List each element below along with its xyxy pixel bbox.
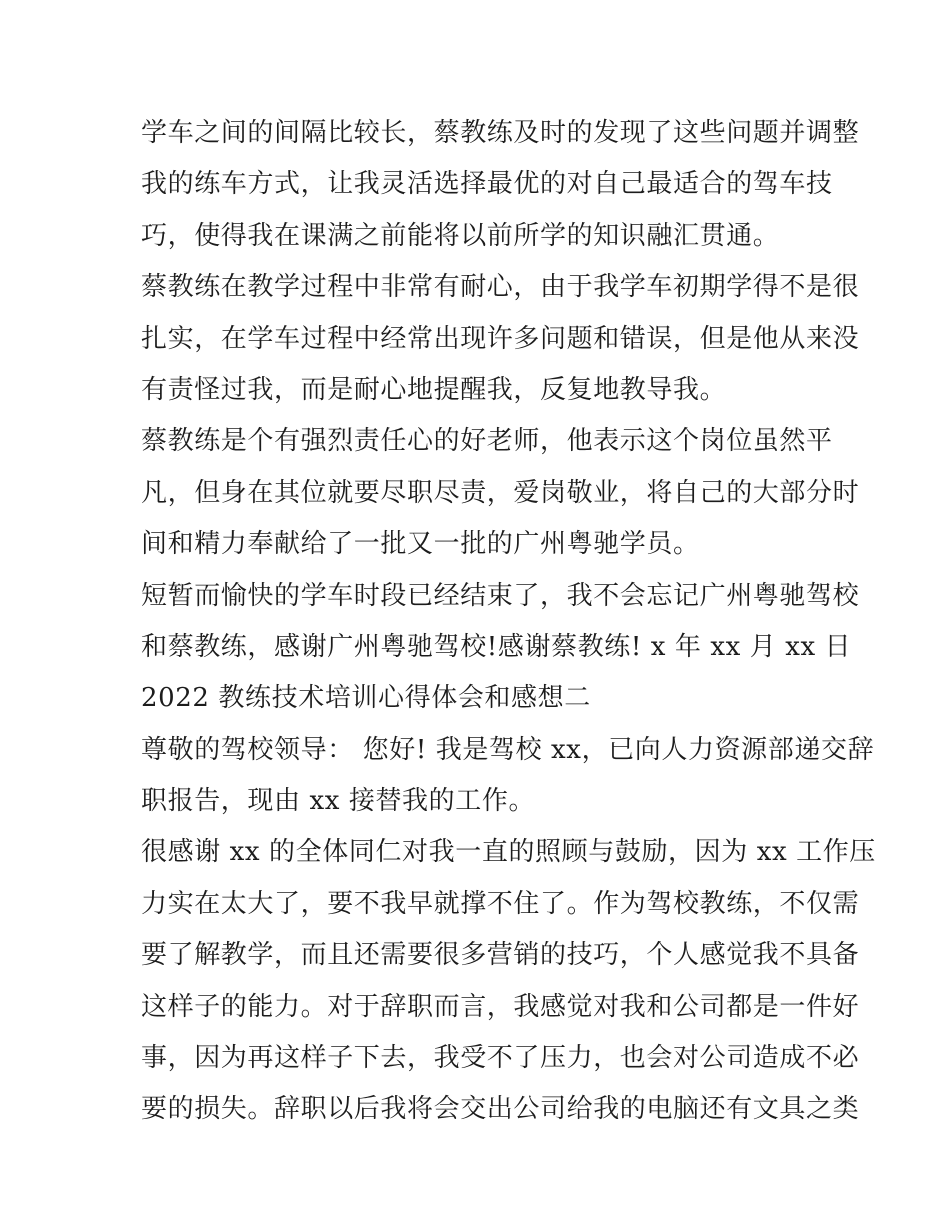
text-line: 我的练车方式，让我灵活选择最优的对自己最适合的驾车技 bbox=[141, 169, 833, 200]
text-line: 事，因为再这样子下去，我受不了压力，也会对公司造成不必 bbox=[141, 1043, 860, 1074]
text-line: 很感谢 xx 的全体同仁对我一直的照顾与鼓励，因为 xx 工作压 bbox=[141, 837, 876, 868]
text-line: 尊敬的驾校领导： 您好! 我是驾校 xx，已向人力资源部递交辞 bbox=[141, 734, 875, 765]
text-line: 巧，使得我在课满之前能将以前所学的知识融汇贯通。 bbox=[141, 220, 780, 251]
text-line: 间和精力奉献给了一批又一批的广州粤驰学员。 bbox=[141, 529, 700, 560]
text-line: 蔡教练是个有强烈责任心的好老师，他表示这个岗位虽然平 bbox=[141, 426, 833, 457]
text-line: 扎实，在学车过程中经常出现许多问题和错误，但是他从来没 bbox=[141, 323, 860, 354]
text-line: 要了解教学，而且还需要很多营销的技巧，个人感觉我不具备 bbox=[141, 940, 860, 971]
text-line: 短暂而愉快的学车时段已经结束了，我不会忘记广州粤驰驾校 bbox=[141, 580, 860, 611]
text-line: 凡，但身在其位就要尽职尽责，爱岗敬业，将自己的大部分时 bbox=[141, 477, 860, 508]
text-line: 有责怪过我，而是耐心地提醒我，反复地教导我。 bbox=[141, 374, 727, 405]
text-line: 和蔡教练，感谢广州粤驰驾校!感谢蔡教练! x 年 xx 月 xx 日 bbox=[141, 631, 852, 662]
text-line: 这样子的能力。对于辞职而言，我感觉对我和公司都是一件好 bbox=[141, 991, 860, 1022]
text-line: 要的损失。辞职以后我将会交出公司给我的电脑还有文具之类 bbox=[141, 1094, 860, 1125]
text-line: 力实在太大了，要不我早就撑不住了。作为驾校教练，不仅需 bbox=[141, 888, 860, 919]
document-body bbox=[141, 108, 876, 1136]
text-line: 职报告，现由 xx 接替我的工作。 bbox=[141, 786, 536, 817]
section-heading: 2022 教练技术培训心得体会和感想二 bbox=[141, 683, 591, 714]
text-line: 学车之间的间隔比较长，蔡教练及时的发现了这些问题并调整 bbox=[141, 118, 860, 148]
text-line: 蔡教练在教学过程中非常有耐心，由于我学车初期学得不是很 bbox=[141, 272, 860, 303]
